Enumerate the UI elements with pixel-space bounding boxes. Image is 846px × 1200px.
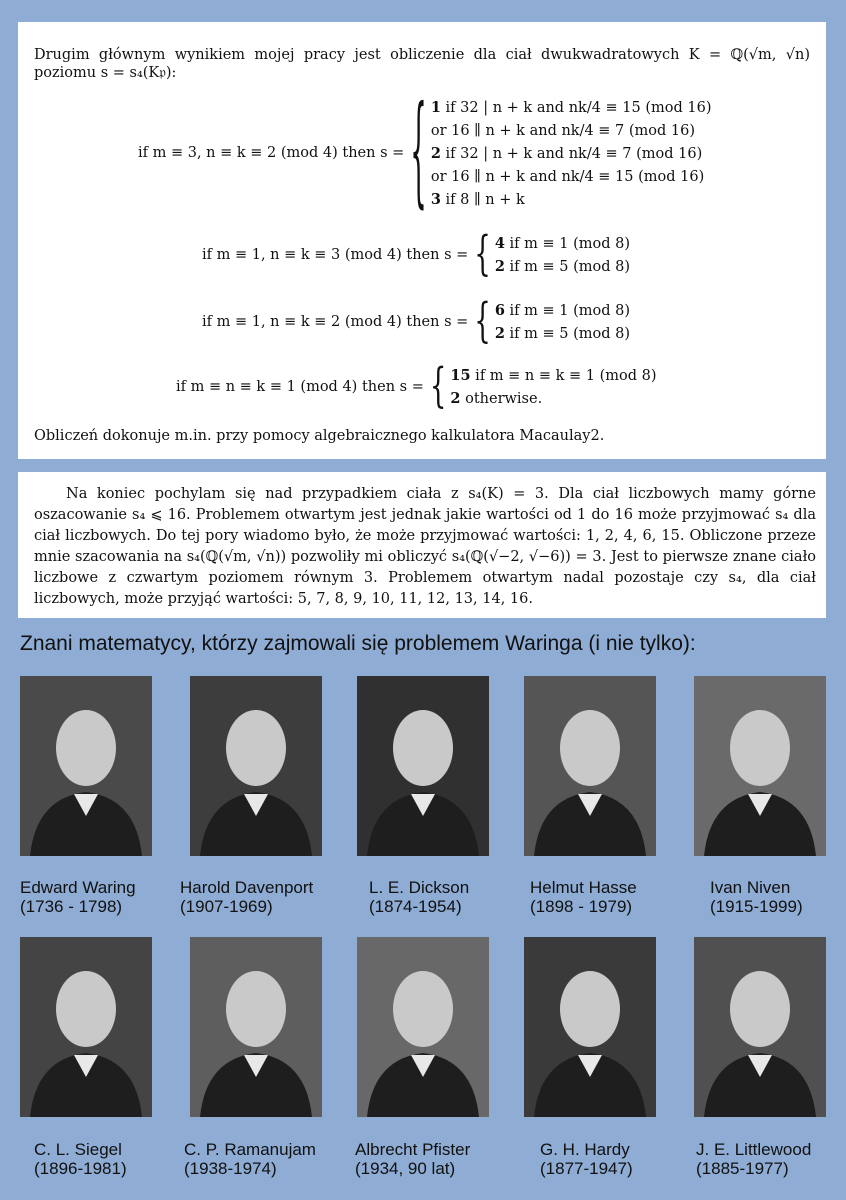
case-condition: if m ≡ 1, n ≡ k ≡ 3 (mod 4) then s = (202, 246, 469, 263)
mathematician-years: (1874-1954) (369, 897, 462, 916)
portrait-photo (694, 676, 826, 856)
left-brace-icon: { (474, 295, 491, 349)
case-line: 2 if m ≡ 5 (mod 8) (494, 258, 631, 275)
mathematician-years: (1898 - 1979) (530, 897, 633, 916)
portrait-caption (184, 1140, 316, 1178)
case-condition: if m ≡ 1, n ≡ k ≡ 2 (mod 4) then s = (202, 313, 469, 330)
portrait-photo (20, 937, 152, 1117)
case-condition: if m ≡ n ≡ k ≡ 1 (mod 4) then s = (176, 378, 424, 395)
case-condition: if m ≡ 3, n ≡ k ≡ 2 (mod 4) then s = (138, 145, 405, 162)
results-panel (18, 22, 826, 459)
case-lines (450, 364, 656, 410)
mathematician-years: (1934, 90 lat) (355, 1159, 456, 1178)
mathematician-card (20, 676, 170, 916)
left-brace-icon: { (474, 228, 491, 282)
case-line: or 16 ∥ n + k and nk/4 ≡ 15 (mod 16) (430, 169, 705, 185)
portrait-caption (369, 878, 469, 916)
intro-text: Drugim głównym wynikiem mojej pracy jest obliczenie dla ciał dwukwadratowych K = ℚ(√m, √n) poziomu s = s₄(K𝔭): (34, 47, 810, 82)
portrait-caption (20, 878, 136, 916)
portrait-caption (540, 1140, 633, 1178)
mathematician-name: Albrecht Pfister (355, 1140, 471, 1159)
mathematician-name: C. L. Siegel (34, 1140, 122, 1159)
closing-text: Obliczeń dokonuje m.in. przy pomocy algebraicznego kalkulatora Macaulay2. (34, 428, 605, 444)
mathematician-years: (1736 - 1798) (20, 897, 123, 916)
portrait-photo (357, 676, 489, 856)
conclusion-panel (18, 472, 826, 618)
portrait-caption (180, 878, 313, 916)
case-3 (202, 295, 631, 349)
mathematician-name: J. E. Littlewood (696, 1140, 812, 1159)
case-2 (202, 228, 631, 282)
case-line: 4 if m ≡ 1 (mod 8) (494, 235, 631, 252)
case-line: 3 if 8 ∥ n + k (430, 191, 525, 208)
mathematician-card (357, 676, 507, 916)
case-line: or 16 ∥ n + k and nk/4 ≡ 7 (mod 16) (430, 123, 696, 139)
mathematician-name: C. P. Ramanujam (184, 1140, 316, 1159)
case-line: 2 if m ≡ 5 (mod 8) (494, 325, 631, 342)
mathematician-years: (1938-1974) (184, 1159, 277, 1178)
mathematician-card (524, 937, 674, 1178)
portrait-photo (524, 676, 656, 856)
case-4 (176, 360, 657, 414)
mathematician-card (524, 676, 674, 916)
portrait-caption (696, 1140, 811, 1178)
mathematician-years: (1896-1981) (34, 1159, 127, 1178)
portrait-photo (190, 937, 322, 1117)
portrait-photo (190, 676, 322, 856)
mathematician-years: (1915-1999) (710, 897, 803, 916)
portrait-caption (710, 878, 803, 916)
portrait-photo (20, 676, 152, 856)
case-line: 2 otherwise. (450, 390, 543, 407)
mathematician-card (355, 937, 507, 1178)
mathematician-years: (1877-1947) (540, 1159, 633, 1178)
mathematician-name: Ivan Niven (710, 878, 791, 897)
portrait-photo (694, 937, 826, 1117)
portrait-caption (355, 1140, 470, 1178)
portrait-photo (357, 937, 489, 1117)
case-line: 1 if 32 | n + k and nk/4 ≡ 15 (mod 16) (430, 99, 712, 116)
mathematician-name: Edward Waring (20, 878, 136, 897)
mathematician-card (180, 676, 340, 916)
mathematician-name: Harold Davenport (180, 878, 314, 897)
mathematician-years: (1885-1977) (696, 1159, 789, 1178)
mathematician-name: G. H. Hardy (540, 1140, 630, 1159)
left-brace-icon: { (410, 84, 427, 223)
mathematician-name: L. E. Dickson (369, 878, 470, 897)
mathematician-card (184, 937, 340, 1178)
case-line: 2 if 32 | n + k and nk/4 ≡ 7 (mod 16) (430, 145, 703, 162)
conclusion-paragraph: Na koniec pochylam się nad przypadkiem ciała z s₄(K) = 3. Dla ciał liczbowych mamy górne oszacowanie s₄ ⩽ 16. Problemem otwartym jest jednak jakie wartości od 1 do 16 może przyjmować s₄ dla ciał liczbowych. Do tej pory wiadomo było, że może przyjmować wartości: 1, 2, 4, 6, 15. Obliczone przeze mnie szacowania na s₄(ℚ(√m, √n)) pozwoliły mi obliczyć s₄(ℚ(√−2, √−6)) = 3. Jest to pierwsze znane ciało liczbowe z czwartym poziomem równym 3. Problemem otwartym nadal pozostaje czy s₄, dla ciał liczbowych, może przyjąć wartości: 5, 7, 8, 9, 10, 11, 12, 13, 14, 16. (34, 486, 816, 607)
mathematician-card (20, 937, 170, 1178)
section-heading: Znani matematycy, którzy zajmowali się problemem Waringa (i nie tylko): (20, 632, 696, 655)
case-1 (138, 84, 712, 223)
case-line: 6 if m ≡ 1 (mod 8) (494, 302, 631, 319)
mathematician-card (694, 937, 844, 1178)
mathematician-name: Helmut Hasse (530, 878, 637, 897)
mathematician-card (694, 676, 844, 916)
portrait-photo (524, 937, 656, 1117)
case-lines (431, 96, 712, 211)
left-brace-icon: { (429, 360, 447, 414)
mathematician-years: (1907-1969) (180, 897, 273, 916)
portrait-caption (34, 1140, 127, 1178)
portrait-caption (530, 878, 637, 916)
case-lines (495, 299, 630, 345)
case-lines (495, 232, 630, 278)
case-line: 15 if m ≡ n ≡ k ≡ 1 (mod 8) (450, 367, 657, 384)
